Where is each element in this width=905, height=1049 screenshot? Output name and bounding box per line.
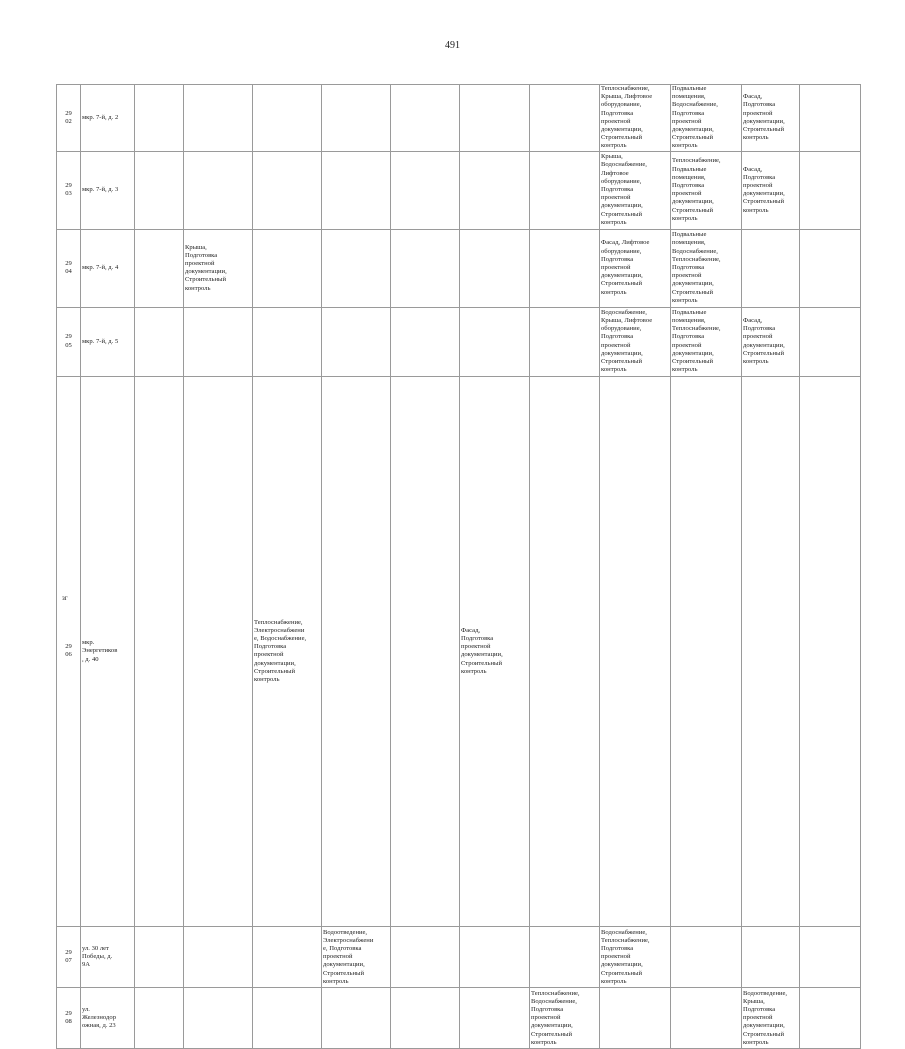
work-cell <box>135 307 184 376</box>
work-list: Теплоснабжение, Подвальные помещения, Подготовка проектной документации, Строительный контроль <box>672 157 721 222</box>
work-cell <box>135 151 184 229</box>
work-list: Водоснабжение, Теплоснабжение, Подготовка проектной документации, Строительный контроль <box>601 928 650 985</box>
work-cell <box>253 85 322 152</box>
work-cell <box>460 85 530 152</box>
work-list: Крыша, Водоснабжение, Лифтовое оборудование, Подготовка проектной документации, Строительный контроль <box>601 153 647 226</box>
address-text: ул. 30 лет Победы, д. 9А <box>82 944 113 969</box>
work-cell <box>391 988 460 1049</box>
work-list: Подвальные помещения, Теплоснабжение, Подготовка проектной документации, Строительный контроль <box>672 308 721 374</box>
work-cell <box>391 229 460 307</box>
address-cell <box>81 307 135 376</box>
work-cell <box>391 376 460 927</box>
row-number-part: 07 <box>65 957 72 965</box>
work-cell <box>530 307 600 376</box>
work-list: Фасад, Подготовка проектной документации, Строительный контроль <box>743 93 785 142</box>
work-cell <box>135 376 184 927</box>
row-number-part: 29 <box>65 181 72 189</box>
row-number <box>57 85 81 152</box>
work-cell <box>322 151 391 229</box>
work-cell <box>671 151 742 229</box>
work-cell <box>742 927 800 988</box>
work-cell <box>600 85 671 152</box>
work-cell <box>135 927 184 988</box>
work-cell <box>460 927 530 988</box>
work-cell <box>671 85 742 152</box>
address-cell <box>81 988 135 1049</box>
row-number <box>57 376 81 927</box>
work-list: Фасад, Подготовка проектной документации, Строительный контроль <box>743 165 785 214</box>
work-cell <box>184 988 253 1049</box>
work-cell <box>600 927 671 988</box>
work-cell <box>800 988 861 1049</box>
work-cell <box>253 376 322 927</box>
work-cell <box>184 307 253 376</box>
work-cell <box>671 988 742 1049</box>
row-number <box>57 151 81 229</box>
work-cell <box>671 307 742 376</box>
row-number-part: 29 <box>65 259 72 267</box>
address-cell <box>81 229 135 307</box>
work-cell <box>391 927 460 988</box>
row-number-part: 03 <box>65 190 72 198</box>
work-cell <box>322 927 391 988</box>
work-cell <box>460 307 530 376</box>
work-cell <box>322 229 391 307</box>
work-list: Фасад, Лифтовое оборудование, Подготовка проектной документации, Строительный контроль <box>601 239 650 296</box>
work-cell <box>671 927 742 988</box>
row-number <box>57 229 81 307</box>
row-number-part: 29 <box>65 333 72 341</box>
row-number-part: 29 <box>65 949 72 957</box>
work-cell <box>460 151 530 229</box>
work-cell <box>322 307 391 376</box>
work-cell <box>322 988 391 1049</box>
work-cell <box>460 988 530 1049</box>
work-cell <box>742 151 800 229</box>
address-cell <box>81 927 135 988</box>
address-cell <box>81 151 135 229</box>
work-list: Фасад, Подготовка проектной документации, Строительный контроль <box>461 626 503 675</box>
address-text: мкр. Энергетиков , д. 40 <box>82 639 118 663</box>
work-cell <box>800 376 861 927</box>
work-cell <box>800 151 861 229</box>
work-cell <box>391 85 460 152</box>
work-cell <box>800 307 861 376</box>
work-cell <box>600 988 671 1049</box>
work-list: Водоотведение, Электроснабжени е, Подготовка проектной документации, Строительный контроль <box>323 928 374 985</box>
row-number-part: 29 <box>65 643 72 651</box>
address-text: мкр. 7-й, д. 2 <box>82 113 119 121</box>
page-number: 491 <box>445 40 460 51</box>
work-cell <box>530 151 600 229</box>
work-cell <box>530 927 600 988</box>
work-list: Водоотведение, Крыша, Подготовка проектной документации, Строительный контроль <box>743 989 788 1046</box>
work-cell <box>530 229 600 307</box>
table-row <box>57 307 861 376</box>
work-cell <box>135 229 184 307</box>
work-list: Фасад, Подготовка проектной документации, Строительный контроль <box>743 317 785 366</box>
address-text: мкр. 7-й, д. 4 <box>82 264 119 272</box>
work-cell <box>391 307 460 376</box>
work-cell <box>742 376 800 927</box>
work-cell <box>184 229 253 307</box>
work-cell <box>184 85 253 152</box>
work-cell <box>671 376 742 927</box>
row-number <box>57 988 81 1049</box>
row-number-part: 02 <box>65 117 72 125</box>
work-list: Теплоснабжение, Крыша, Лифтовое оборудование, Подготовка проектной документации, Строительный контроль <box>601 85 653 150</box>
work-cell <box>184 927 253 988</box>
table-row <box>57 927 861 988</box>
work-cell <box>391 151 460 229</box>
table-row <box>57 85 861 152</box>
row-number-part: 04 <box>65 268 72 276</box>
work-cell <box>322 85 391 152</box>
work-cell <box>184 151 253 229</box>
address-text: ул. Железнодор ожная, д. 23 <box>82 1005 116 1030</box>
repair-schedule-table <box>56 84 861 1049</box>
work-cell <box>800 85 861 152</box>
footer-code: зг <box>62 594 68 602</box>
row-number <box>57 307 81 376</box>
work-cell <box>184 376 253 927</box>
work-list: Подвальные помещения, Водоснабжение, Подготовка проектной документации, Строительный контроль <box>672 85 718 150</box>
work-cell <box>600 151 671 229</box>
work-cell <box>530 988 600 1049</box>
address-cell <box>81 376 135 927</box>
row-number-part: 06 <box>65 651 72 659</box>
table-row <box>57 229 861 307</box>
work-list: Теплоснабжение, Электроснабжени е, Водоснабжение, Подготовка проектной документации, Строительный контроль <box>254 618 307 684</box>
work-cell <box>530 376 600 927</box>
row-number-part: 08 <box>65 1018 72 1026</box>
work-cell <box>135 85 184 152</box>
work-cell <box>600 307 671 376</box>
address-text: мкр. 7-й, д. 3 <box>82 186 119 194</box>
work-cell <box>742 85 800 152</box>
work-cell <box>800 927 861 988</box>
work-list: Водоснабжение, Крыша, Лифтовое оборудование, Подготовка проектной документации, Строительный контроль <box>601 308 653 374</box>
work-cell <box>742 307 800 376</box>
address-text: мкр. 7-й, д. 5 <box>82 337 119 345</box>
work-list: Теплоснабжение, Водоснабжение, Подготовка проектной документации, Строительный контроль <box>531 989 580 1046</box>
work-cell <box>322 376 391 927</box>
work-cell <box>800 229 861 307</box>
work-cell <box>671 229 742 307</box>
work-cell <box>460 376 530 927</box>
work-list: Крыша, Подготовка проектной документации, Строительный контроль <box>185 243 227 292</box>
work-cell <box>530 85 600 152</box>
work-cell <box>253 988 322 1049</box>
work-cell <box>600 376 671 927</box>
table-row <box>57 151 861 229</box>
work-cell <box>135 988 184 1049</box>
work-list: Подвальные помещения, Водоснабжение, Теплоснабжение, Подготовка проектной документации, Строительный контроль <box>672 231 721 304</box>
work-cell <box>253 229 322 307</box>
row-number <box>57 927 81 988</box>
work-cell <box>253 307 322 376</box>
work-cell <box>253 151 322 229</box>
work-cell <box>742 988 800 1049</box>
work-cell <box>460 229 530 307</box>
address-cell <box>81 85 135 152</box>
work-cell <box>742 229 800 307</box>
table-row <box>57 988 861 1049</box>
work-cell <box>253 927 322 988</box>
row-number-part: 05 <box>65 341 72 349</box>
table-row <box>57 376 861 927</box>
row-number-part: 29 <box>65 1010 72 1018</box>
row-number-part: 29 <box>65 109 72 117</box>
work-cell <box>600 229 671 307</box>
